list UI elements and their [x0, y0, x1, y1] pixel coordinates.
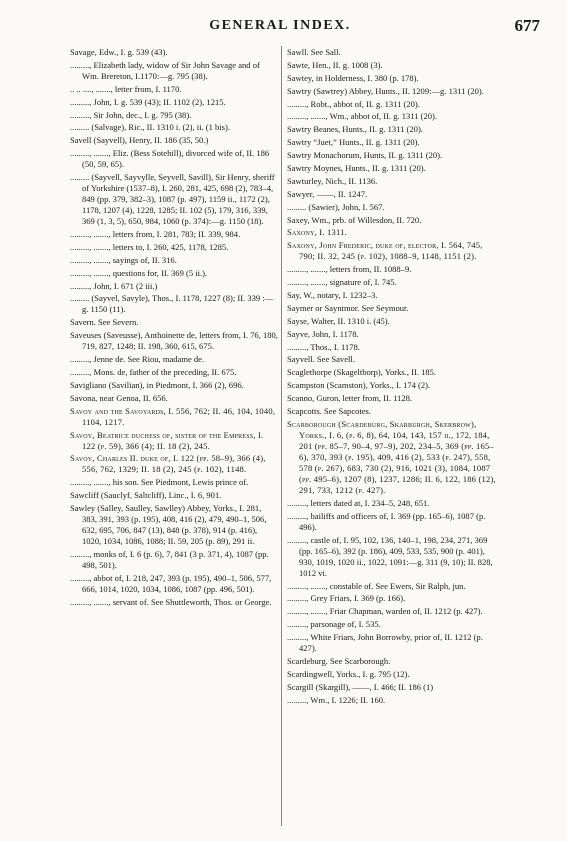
index-entry: ........., Grey Friars, I. 369 (p. 166). [287, 593, 406, 604]
index-entry: Scargill (Skargill), ——, I. 466; II. 186 (1) [287, 681, 434, 692]
column-divider [281, 46, 282, 826]
index-entry: ......... (Sayvel, Savyle), Thos., I. 1178, 1227 (8); II. 339 :—g. 1150 (11). [70, 293, 274, 315]
index-entry: ........., ......., servant of. See Shuttleworth, Thos. or George. [70, 596, 272, 607]
index-entry: ........., ......., letters from, I. 281, 783; II. 339, 984. [70, 229, 241, 240]
index-entry: Sawturley, Nich., II. 1136. [287, 175, 378, 186]
index-entry: Saxony, John Frederic, duke of, elector, I. 564, 745, 790; II. 32, 245 (p. 102), 1088–9, 1148, 1151 (2). [287, 240, 483, 262]
index-entry: ........., ......., constable of. See Ewers, Sir Ralph, jun. [287, 580, 466, 591]
page-number: 677 [514, 16, 540, 35]
index-entry: Savoy and the Savoyards, I. 556, 762; II. 46, 104, 1040, 1104, 1217. [70, 405, 276, 427]
running-header [80, 16, 540, 38]
index-entry: Sawtry “Juet,” Hunts., II. g. 1311 (20). [287, 137, 420, 148]
index-entry: Scardeburg. See Scarborough. [287, 655, 391, 666]
index-entry: Saxey, Wm., prb. of Willesdon, II. 720. [287, 214, 422, 225]
index-entry: Sayse, Walter, II. 1310 i. (45). [287, 315, 390, 326]
index-entry: Sayve, John, I. 1178. [287, 328, 359, 339]
page-title: GENERAL INDEX. [209, 18, 351, 33]
index-entry: Savona, near Genoa, II. 656. [70, 392, 168, 403]
index-entry: Sawtry Beanes, Hunts., II. g. 1311 (20). [287, 124, 423, 135]
right-index-column [287, 47, 497, 827]
index-entry: Sawyer, ——, II. 1247. [287, 188, 368, 199]
index-entry: Saxony, I. 1311. [287, 227, 347, 238]
index-entry: Sawley (Salley, Saulley, Sawlley) Abbey, Yorks., I. 281, 383, 391, 393 (p. 195), 408, 416 (2), 479, 490–1, 506, 632, 695, 706, 847 (13), 848 (p. 378), 914 (p. 416), 1020, 1034, 1086, 1088; II. 59, 205 (p. 89), 291 ii. [70, 503, 267, 547]
index-entry: ........., ......., his son. See Piedmont, Lewis prince of. [70, 477, 249, 488]
index-entry: ........., Robt., abbot of, II. g. 1311 (20). [287, 98, 420, 109]
index-entry: ........., John, I. 671 (2 iii.) [70, 280, 158, 291]
index-entry: ........., bailiffs and officers of, I. 369 (pp. 165–6), 1087 (p. 496). [287, 510, 486, 532]
index-entry: ........., White Friars, John Borrowby, prior of, II. 1212 (p. 427). [287, 632, 483, 654]
index-entry: ........., ......., letters to, I. 260, 425, 1178, 1285. [70, 241, 229, 252]
index-entry: ........., letters dated at, I. 234–5, 248, 651. [287, 497, 430, 508]
index-entry: Scampston (Scamston), Yorks., I. 174 (2). [287, 380, 431, 391]
index-entry: ........., Wm., I. 1226; II. 160. [287, 694, 386, 705]
index-entry: Scarborough (Scardeburg, Skarburgh, Skerbrow), Yorks., I. 6, (p. 6, 8), 64, 104, 143, 157 ii., 172, 184, 201 (pp. 85–7, 90–4, 97–9), 202, 234–5, 369 (pp. 165–6), 370, 393 (p. 195), 409, 416 (2), 533 (p. 247), 558, 578 (p. 267), 683, 730 (2), 916, 1021 (3), 1084, 1087 (pp. 495–6), 1207 (8), 1237, 1286; II. 6, 122, 186 (12), 291, 733, 1212 (p. 427). [287, 418, 496, 495]
index-entry: ......... (Salvage), Ric., II. 1310 i. (2), ii. (1 bis). [70, 122, 230, 133]
index-entry: Savage, Edw., I. g. 539 (43). [70, 47, 168, 57]
index-entry: Savern. See Severn. [70, 317, 139, 328]
index-entry: ........., ......., sayings of, II. 316. [70, 254, 177, 265]
index-entry: ........., ......., letters from, II. 1088–9. [287, 264, 412, 275]
index-entry: Savigliano (Savilian), in Piedmont, I. 366 (2), 696. [70, 379, 244, 390]
index-entry: ........., ......., Wm., abbot of, II. g. 1311 (20). [287, 111, 438, 122]
index-entry: Savoy, Beatrice duchess of, sister of the Empress, I. 122 (p. 59), 366 (4); II. 18 (2), 245. [70, 429, 264, 451]
index-entry: Scapcotts. See Sapcotes. [287, 406, 372, 417]
index-entry: Saveuses (Saveusse), Anthoinette de, letters from, I. 76, 180, 719, 827, 1248; II. 198, 360, 615, 675. [70, 330, 278, 352]
index-entry: ........., Sir John, dec., I. g. 795 (38). [70, 109, 192, 120]
index-entry: Scardingwell, Yorks., I. g. 795 (12). [287, 668, 410, 679]
index-entry: ........., abbot of, I. 218, 247, 393 (p. 195), 490–1, 506, 577, 666, 1014, 1020, 1034, 1086, 1087 (pp. 496, 501). [70, 572, 272, 594]
index-entry: ........., ......., signature of, I. 745. [287, 277, 397, 288]
index-entry: ........., John, I. g. 539 (43); II. 1102 (2), 1215. [70, 96, 226, 107]
index-entry: Sawtry (Sawtrey) Abbey, Hunts., II. 1209:—g. 1311 (20). [287, 85, 484, 96]
index-entry: ........., ......., questions for, II. 369 (5 ii.). [70, 267, 208, 278]
index-entry: Sawte, Hen., II. g. 1008 (3). [287, 59, 383, 70]
index-entry: Sawtey, in Holderness, I. 380 (p. 178). [287, 72, 419, 83]
index-entry: Say, W., notary, I. 1232–3. [287, 290, 378, 301]
index-entry: ........., Jenne de. See Riou, madame de. [70, 354, 205, 365]
index-entry: ........., ......., Friar Chapman, warden of, II. 1212 (p. 427). [287, 606, 483, 617]
index-entry: Savoy, Charles II. duke of, I. 122 (pp. 58–9), 366 (4), 556, 762, 1329; II. 18 (2), 245 (p. 102), 1148. [70, 453, 266, 475]
index-entry: ........., parsonage of, I. 535. [287, 619, 381, 630]
index-entry: ........., Elizabeth lady, widow of Sir John Savage and of Wm. Brereton, I.1170:—g. 795 (38). [70, 59, 260, 81]
index-entry: ........., castle of, I. 95, 102, 136, 140–1, 198, 234, 271, 369 (pp. 165–6), 392 (p. 186), 409, 533, 535, 900 (p. 401), 930, 1019, 1020 ii., 1022, 1091:—g. 311 (9, 10); II. 828, 1012 vi. [287, 534, 493, 578]
index-entry: ........., Mons. de, father of the preceding, II. 675. [70, 367, 237, 378]
index-entry: .. .. ...., ......., letter from, I. 1170. [70, 83, 182, 94]
index-entry: Savell (Sayvell), Henry, II. 186 (35, 50.) [70, 135, 209, 146]
index-entry: ........., monks of, I. 6 (p. 6), 7, 841 (3 p. 371, 4), 1087 (pp. 498, 501). [70, 549, 269, 571]
index-entry: ......... (Sawier), John, I. 567. [287, 201, 385, 212]
index-entry: Sawll. See Sall. [287, 47, 341, 57]
index-entry: Sawtry Moynes, Hunts., II. g. 1311 (20). [287, 163, 426, 174]
index-entry: ......... (Sayvell, Sayvylle, Seyvell, Savill), Sir Henry, sheriff of Yorkshire (1537–8), I. 260, 281, 425, 698 (2), 783–4, 849 (pp. 379, 382–3), 1087 (p. 497), 1159 ii., 1172 (2), 1178, 1207 (4), 1228, 1285; II. 102 (5), 179, 316, 339, 369 (1, 3, 5), 650, 984, 1060 (p. 374):—g. 1150 (18). [70, 172, 275, 227]
index-entry: Scanno, Guron, letter from, II. 1128. [287, 393, 413, 404]
left-index-column [70, 47, 278, 827]
index-entry: Saymer or Sayntmor. See Seymour. [287, 302, 409, 313]
index-entry: Sawtry Monachorum, Hunts, II. g. 1311 (20). [287, 150, 443, 161]
index-entry: ........., Thos., I. 1178. [287, 341, 360, 352]
index-entry: Scaglethorpe (Skageltborp), Yorks., II. 185. [287, 367, 437, 378]
index-entry: Sawcliff (Sauclyf, Saltcliff), Linc., I. 6, 901. [70, 490, 222, 501]
index-entry: ........., ......., Eliz. (Bess Sotehill), divorced wife of, II. 186 (50, 59, 65). [70, 148, 270, 170]
index-entry: Sayvell. See Savell. [287, 354, 355, 365]
